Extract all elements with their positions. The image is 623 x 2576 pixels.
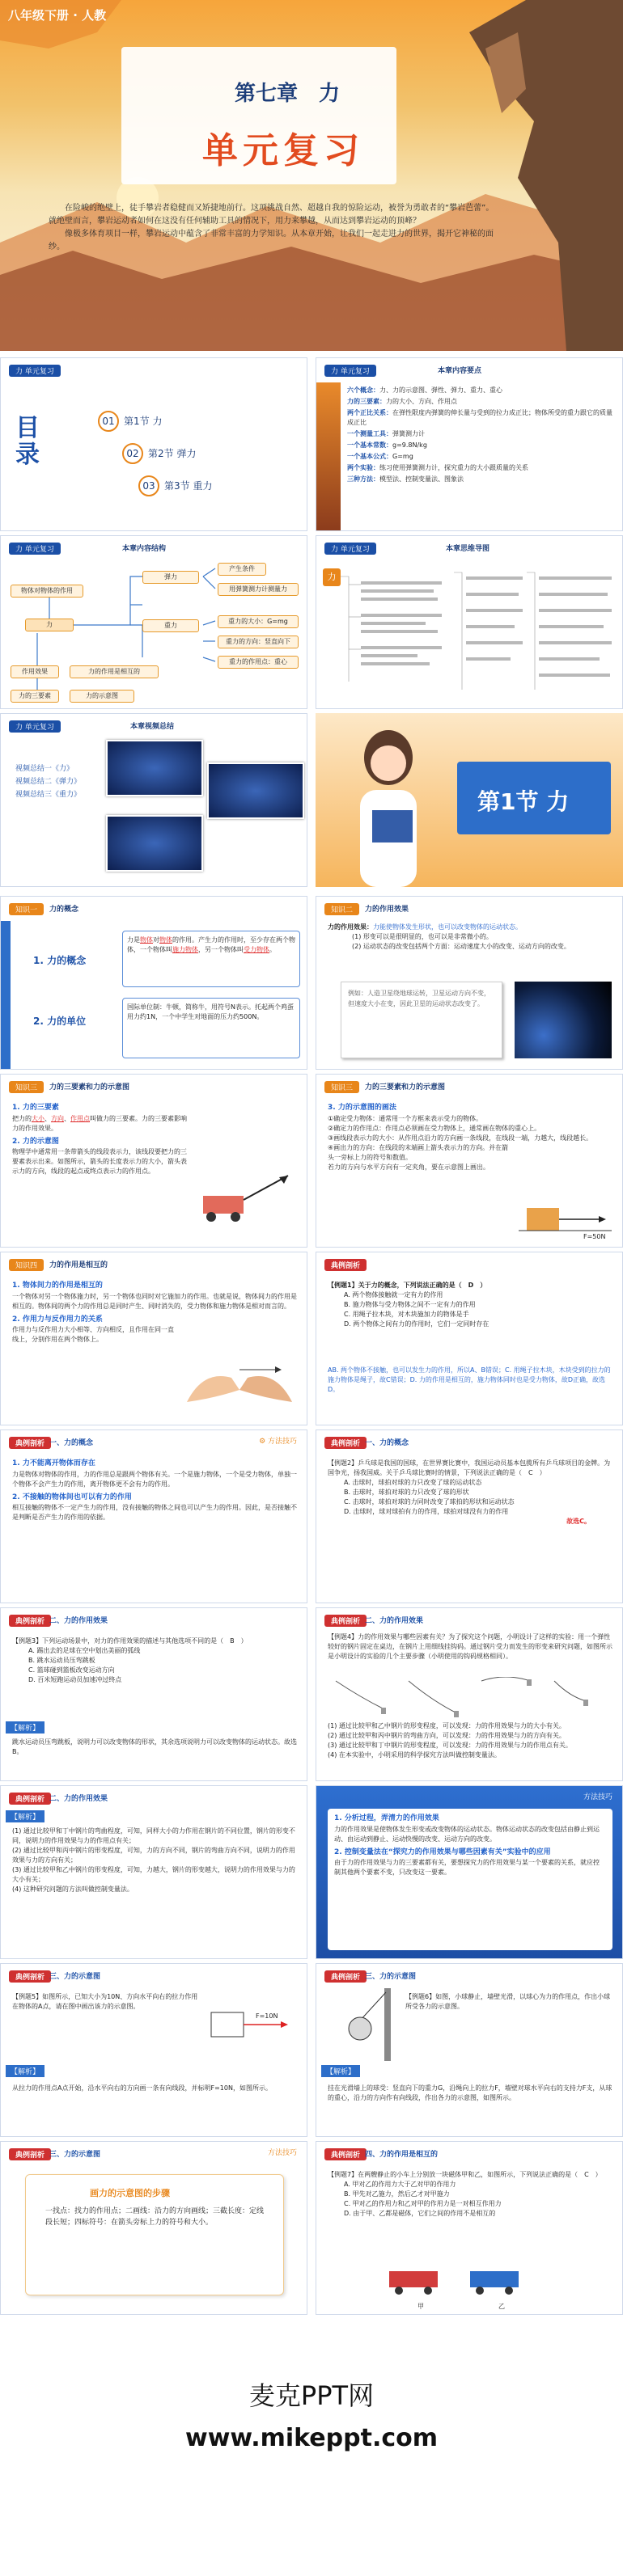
k4-h1: 1. 物体间力的作用是相互的 xyxy=(12,1282,103,1290)
core-line xyxy=(347,408,618,428)
unit-title: 单元复习 xyxy=(202,130,364,171)
cover-intro xyxy=(49,202,502,254)
k2-title: 力的作用效果 xyxy=(365,906,409,914)
section-slide xyxy=(316,713,623,887)
mindmap-slide xyxy=(316,535,623,709)
structure-node: 力的作用是相互的 xyxy=(70,665,159,678)
k4-left xyxy=(0,1252,307,1425)
structure-node: 作用效果 xyxy=(11,665,59,678)
structure-node: 重力 xyxy=(142,619,199,632)
option: A. 甲对乙的作用力大于乙对甲的作用力 xyxy=(344,2181,456,2188)
blank: 大小 xyxy=(32,1114,44,1122)
option: C. 甲对乙的作用力和乙对甲的作用力是一对相互作用力 xyxy=(344,2200,502,2207)
typical-tag: 典例剖析 xyxy=(9,1615,51,1627)
core-value: 练习使用弹簧测力计，探究重力的大小跟质量的关系 xyxy=(379,464,528,471)
cover-slide xyxy=(0,0,623,351)
t1-left xyxy=(0,1429,307,1603)
structure-title: 本章内容结构 xyxy=(122,545,167,553)
t2-right xyxy=(316,1607,623,1781)
footer-url[interactable]: www.mikeppt.com xyxy=(185,2424,438,2452)
k3-right xyxy=(316,1074,623,1248)
k3-r3: ③画线段表示力的大小：从作用点沿力的方向画一条线段，在线段一端，力越大，线段越长。 xyxy=(328,1134,593,1142)
toc-label: 第1节 力 xyxy=(124,416,163,427)
magnet-carts xyxy=(381,2263,543,2299)
text: 把力的 xyxy=(12,1114,32,1122)
t1-body xyxy=(12,1459,299,1522)
review-tag-text: 力 单元复习 xyxy=(331,368,370,376)
typical-tag: 典例剖析 xyxy=(324,1437,367,1449)
text: ，另一个物体叫 xyxy=(198,946,244,953)
k4-tag: 知识四 xyxy=(9,1259,44,1271)
k3-tag: 知识三 xyxy=(324,1081,359,1093)
typical-tag: 典例剖析 xyxy=(324,1615,367,1627)
cart-label-a: 甲 xyxy=(417,2303,424,2310)
tip-badge: ⚙ 方法技巧 xyxy=(259,1438,297,1446)
core-key: 两个正比关系： xyxy=(347,409,392,416)
note-paper: 例如：人造卫星绕地球运转，卫星运动方向不变，但速度大小在变，因此卫星的运动状态改变了。 xyxy=(341,982,502,1058)
blank: 作用点 xyxy=(70,1114,90,1122)
t5-title2: 四、力的作用是相互的 xyxy=(365,2151,439,2159)
a1: (1) 通过比较甲和丁中钢片的弯曲程度，可知，同样大小的力作用在钢片的不同位置，钢片的形变不同，说明力的作用效果与力的作用点有关； xyxy=(12,1827,295,1844)
structure-node: 力的三要素 xyxy=(11,690,59,703)
typical-tag: 典例剖析 xyxy=(9,1793,51,1805)
k3-r4: ④画出力的方向：在线段的末端画上箭头表示力的方向。并在箭头一旁标上力的符号和数值。 xyxy=(328,1143,509,1161)
toc-num: 02 xyxy=(122,443,143,464)
hands-figure xyxy=(183,1353,296,1418)
structure-node: 产生条件 xyxy=(218,563,266,576)
structure-node: 用弹簧测力计测量力 xyxy=(218,583,299,596)
q3: (3) 通过比较甲和丁中钢片的形变程度，可以发现：力的作用效果与力的作用点有关。 xyxy=(328,1742,572,1749)
q4: (4) 在本实验中，小明采用的科学探究方法叫做控制变量法。 xyxy=(328,1751,501,1759)
footer xyxy=(0,2319,623,2576)
option: C. 篮球碰到篮板改变运动方向 xyxy=(28,1666,115,1674)
k1-label2: 2. 力的单位 xyxy=(33,1016,87,1027)
structure-node: 物体对物体的作用 xyxy=(11,585,83,598)
ex3-stem: 【例题3】下列运动场景中，对力的作用效果的描述与其他选项不同的是（ B ） xyxy=(12,1637,248,1645)
eff-text: 力能使物体发生形状，也可以改变物体的运动状态。 xyxy=(373,923,522,931)
review-tag xyxy=(324,365,376,377)
core-line xyxy=(347,429,618,439)
k4-t2: 作用力与反作用力大小相等、方向相反，且作用在同一直线上，分别作用在两个物体上。 xyxy=(12,1326,174,1343)
k2-tag: 知识二 xyxy=(324,903,359,915)
core-key: 两个实验： xyxy=(347,464,379,471)
structure-node: 重力的方向：竖直向下 xyxy=(218,636,299,648)
k4-h2: 2. 作用力与反作用力的关系 xyxy=(12,1315,103,1324)
option: A. 踢出去的足球在空中划出美丽的弧线 xyxy=(28,1647,141,1654)
structure-node: 力 xyxy=(25,619,74,631)
k3-title: 力的三要素和力的示意图 xyxy=(365,1083,446,1092)
video-thumb-2[interactable] xyxy=(207,762,304,819)
a3: (3) 通过比较甲和乙中钢片的形变程度，可知，力越大，钢片的形变越大，说明力的作用效果与力的大小有关； xyxy=(12,1866,295,1883)
analysis-badge: 【解析】 xyxy=(6,1721,44,1734)
t3-left xyxy=(0,1785,307,1959)
ex3-options xyxy=(12,1646,299,1685)
mindmap-title: 本章思维导图 xyxy=(446,545,490,553)
ex1-answer: AB. 两个物体不接触，也可以发生力的作用，所以A、B错误；C. 用绳子拉木块，木块受到的拉力的施力物体是绳子，故C错误；D. 力的作用是相互的，施力物体同时也是受力物体，故D正确，故选D。 xyxy=(328,1366,611,1393)
blank: 受力物体 xyxy=(244,946,269,953)
k1-label1: 1. 力的概念 xyxy=(33,955,87,966)
k3-r1: ①确定受力物体：通常用一个方框来表示受力的物体。 xyxy=(328,1114,483,1122)
cover-para2: 像极多体育项目一样，攀岩运动中蕴含了非常丰富的力学知识。从本章开始，让我们一起走进力的世界，揭开它神秘的面纱。 xyxy=(49,230,494,251)
ex5-value: F=10N xyxy=(256,2012,278,2020)
option: D. 由于甲、乙都是磁体，它们之间的作用不是相互的 xyxy=(344,2210,496,2217)
satellite-image xyxy=(515,982,612,1058)
toc-item-3[interactable] xyxy=(138,475,212,496)
steps-body: 一找点：找力的作用点；二画线：沿力的方向画线；三截长度：定线段长短；四标符号：在箭头旁标上力的符号和大小。 xyxy=(45,2207,265,2227)
ex1 xyxy=(328,1281,615,1329)
ex4-analysis xyxy=(12,1826,299,1894)
ex3-answer: 跳水运动员压弯跳板，说明力可以改变物体的形状，其余选项说明力可以改变物体的运动状态。故选B。 xyxy=(12,1738,297,1755)
option: B. 击球时，球拍对球的力只改变了球的形状 xyxy=(344,1489,469,1496)
mindmap-lines xyxy=(316,536,623,709)
core-key: 一个基本公式： xyxy=(347,453,392,460)
core-line xyxy=(347,386,618,395)
toc-label: 第2节 弹力 xyxy=(148,448,197,459)
text: 的作用。产生力的作用时，至少存在两个物体，一个物体叫 xyxy=(127,936,295,953)
t4-title: 三、力的示意图 xyxy=(49,1973,101,1981)
video-link[interactable]: 视频总结一《力》 xyxy=(15,765,74,773)
ex2 xyxy=(328,1459,615,1527)
core-key: 六个概念： xyxy=(347,386,379,394)
effect-title xyxy=(328,923,615,932)
k3-right-body xyxy=(328,1103,615,1172)
steps-title: 画力的示意图的步骤 xyxy=(90,2188,170,2198)
toc-num: 03 xyxy=(138,475,159,496)
teacher-illustration xyxy=(332,713,453,887)
ex3 xyxy=(12,1636,299,1685)
core-value: 弹簧测力计 xyxy=(392,430,425,437)
structure-node: 力的示意图 xyxy=(70,690,134,703)
cover-para1: 在险峻的绝壁上，徒手攀岩者稳健而又矫捷地前行。这项挑战自然、超越自我的惊险运动，被誉为勇敢者的“攀岩芭蕾”。就绝壁而言，攀岩运动者如何在这没有任何辅助工具的情况下，用力来攀越，从而达到攀岩运动的顶峰？ xyxy=(49,204,494,226)
q1: (1) 通过比较甲和乙中钢片的形变程度，可以发现：力的作用效果与力的大小有关。 xyxy=(328,1722,566,1729)
t4-title: 三、力的示意图 xyxy=(365,1973,417,1981)
chapter-title: 第七章 力 xyxy=(235,82,341,106)
core-slide xyxy=(316,357,623,531)
video-slide xyxy=(0,713,307,887)
k1-slide xyxy=(0,896,307,1070)
review-tag xyxy=(9,720,61,733)
ex7-options xyxy=(328,2180,615,2219)
toc-label: 第3节 重力 xyxy=(164,480,213,492)
core-line xyxy=(347,397,618,407)
cart-figure xyxy=(195,1163,300,1228)
k4-title: 力的作用是相互的 xyxy=(49,1261,108,1269)
t4-right xyxy=(316,1963,623,2137)
ex1-stem: 【例题1】关于力的概念，下列说法正确的是（ D ） xyxy=(328,1282,487,1289)
k4-body xyxy=(12,1281,299,1345)
k4-t1: 一个物体对另一个物体施力时，另一个物体也同时对它施加力的作用。也就是说，物体间力的作用是相互的。物体间的两个力的作用总是同时产生、同时消失的，受力物体和施力物体是相对而言的。 xyxy=(12,1292,297,1310)
ex1-options xyxy=(328,1290,615,1329)
k3-left xyxy=(0,1074,307,1248)
review-tag-text: 力 单元复习 xyxy=(15,546,54,554)
k3-t2: 物理学中通常用一条带箭头的线段表示力，该线段要把力的三要素表示出来。如图所示，箭头的长度表示力的大小，箭头表示力的方向，线段的起点或终点表示力的作用点。 xyxy=(12,1148,187,1175)
option: C. 击球时，球拍对球的力同时改变了球拍的形状和运动状态 xyxy=(344,1498,515,1505)
analysis-badge: 【解析】 xyxy=(6,1810,44,1822)
blank: 物体 xyxy=(140,936,153,944)
text: 对 xyxy=(153,936,159,944)
ex4-stem: 【例题4】力的作用效果与哪些因素有关？为了探究这个问题，小明设计了这样的实验：用一个弹性较好的钢片固定在桌边，在钢片上用细线挂钩码。通过钢片受力而发生的形变来研究问题，如图所示是小明设计的实验的几个主要步骤（小明使用的钩码规格相同）。 xyxy=(328,1633,612,1660)
core-key: 一个基本常数： xyxy=(347,441,392,449)
tip-body xyxy=(334,1814,605,1877)
text: 力是 xyxy=(127,936,140,944)
blank: 物体 xyxy=(159,936,172,944)
eff1: (1) 形变可以是很明显的，也可以是非常微小的。 xyxy=(352,933,493,940)
option: B. 施力物体与受力物体之间不一定有力的作用 xyxy=(344,1301,476,1308)
core-title: 本章内容要点 xyxy=(438,367,482,375)
k3-r2: ②确定力的作用点：作用点必须画在受力物体上，通常画在物体的重心上。 xyxy=(328,1124,541,1132)
t3-title: 二、力的作用效果 xyxy=(49,1795,108,1803)
tip-badge: 方法技巧 xyxy=(583,1793,612,1801)
steel-strip-figure xyxy=(328,1677,611,1717)
core-value: 模型法、控制变量法、图象法 xyxy=(379,475,464,483)
ex4-questions xyxy=(328,1721,615,1760)
ex7-stem: 【例题7】在两艘静止的小车上分别放一块磁体甲和乙，如图所示，下列说法正确的是（ C ） xyxy=(328,2171,602,2178)
core-key: 力的三要素： xyxy=(347,398,386,405)
t5-left xyxy=(0,2141,307,2315)
core-key: 三种方法： xyxy=(347,475,379,483)
video-title: 本章视频总结 xyxy=(130,723,175,731)
option: A. 击球时，球拍对球的力只改变了球的运动状态 xyxy=(344,1479,482,1486)
core-line xyxy=(347,475,618,484)
k2-slide xyxy=(316,896,623,1070)
t2-left xyxy=(0,1607,307,1781)
tip-h2: 2. 控制变量法在“探究力的作用效果与哪些因素有关”实验中的应用 xyxy=(334,1848,551,1856)
k3-tag: 知识三 xyxy=(9,1081,44,1093)
review-tag-text: 力 单元复习 xyxy=(15,368,54,376)
eff2: (2) 运动状态的改变包括两个方面：运动速度大小的改变、运动方向的改变。 xyxy=(352,943,570,950)
core-value: 力、力的示意图、弹性、弹力、重力、重心 xyxy=(379,386,502,394)
k3-h1: 1. 力的三要素 xyxy=(12,1104,59,1112)
a2: (2) 通过比较甲和丙中钢片的形变程度，可知，力的方向不同，钢片的弯曲方向不同，说明力的作用效果与力的方向有关； xyxy=(12,1847,295,1864)
option: C. 用绳子拉木块，对木块施加力的物体是手 xyxy=(344,1311,469,1318)
t1-title: 一、力的概念 xyxy=(365,1439,409,1447)
core-value: 力的大小、方向、作用点 xyxy=(386,398,457,405)
ex6-stem: 【例题6】如图，小球静止，墙壁光滑，以球心为力的作用点，作出小球所受各力的示意图。 xyxy=(405,1993,611,2010)
review-tag-text: 力 单元复习 xyxy=(15,724,54,732)
ex2-stem: 【例题2】乒乓球是我国的国球，在世界赛比赛中，我国运动员基本包揽所有乒乓球项目的金牌。为国争光，扬我国威。关于乒乓球比赛时的情景，下列说法正确的是（ C ） xyxy=(328,1459,611,1476)
tip-t2: 由于力的作用效果与力的三要素都有关，要想探究力的作用效果与某一个要素的关系，就应控制其他两个要素不变，只改变这一要素。 xyxy=(334,1859,600,1876)
review-tag xyxy=(9,365,61,377)
tip-t1: 力的作用效果是使物体发生形变或改变物体的运动状态。物体运动状态的改变包括由静止到运动、由运动到静止、运动快慢的改变、运动方向的改变。 xyxy=(334,1825,600,1843)
text: 。 xyxy=(269,946,276,953)
t5-title: 三、力的示意图 xyxy=(49,2151,101,2159)
typical-tag: 典例剖析 xyxy=(324,2148,367,2160)
k1-unit-box: 国际单位制：牛顿，简称牛，用符号N表示。托起两个鸡蛋用力约1N，一个中学生对地面的压力约500N。 xyxy=(122,998,300,1058)
k3-title: 力的三要素和力的示意图 xyxy=(49,1083,130,1092)
toc-slide xyxy=(0,357,307,531)
mindmap-center: 力 xyxy=(323,568,341,586)
review-tag-text: 力 单元复习 xyxy=(331,546,370,554)
core-key: 一个测量工具： xyxy=(347,430,392,437)
k2-body xyxy=(328,923,615,952)
ex5-figure xyxy=(207,1996,296,2045)
option: D. 击球时，球对球拍有力的作用，球拍对球没有力的作用 xyxy=(344,1508,509,1515)
t2-title: 二、力的作用效果 xyxy=(49,1617,108,1625)
q2: (2) 通过比较甲和丙中钢片的弯曲方向，可以发现：力的作用效果与力的方向有关。 xyxy=(328,1732,566,1739)
video-link[interactable]: 视频总结二《弹力》 xyxy=(15,778,82,787)
force-value: F=50N xyxy=(583,1233,606,1240)
k3-body xyxy=(12,1103,190,1176)
blank: 方向 xyxy=(51,1114,64,1122)
option: A. 两个物体接触就一定有力的作用 xyxy=(344,1291,443,1299)
t5-right xyxy=(316,2141,623,2315)
tip-badge: 方法技巧 xyxy=(267,2149,297,2157)
ex6-answer: 挂在光滑墙上的球受：竖直向下的重力G，沿绳向上的拉力F，墙壁对球水平向右的支持力F支，从球的重心，沿力的方向作有向线段，作出各力的示意图，如图所示。 xyxy=(328,2084,612,2101)
toc-title: 目录 xyxy=(15,414,40,469)
t1-m2t: 相互接触的物体不一定产生力的作用，没有接触的物体之间也可以产生力的作用。因此，是否接触不是判断是否产生力的作用的依据。 xyxy=(12,1504,297,1521)
t3-right xyxy=(316,1785,623,1959)
k1-sidebar xyxy=(1,921,11,1070)
structure-node: 弹力 xyxy=(142,571,199,584)
toc-num: 01 xyxy=(98,411,119,432)
core-value: g=9.8N/kg xyxy=(392,441,427,449)
a4: (4) 这种研究问题的方法叫做控制变量法。 xyxy=(12,1886,134,1893)
toc-item-1[interactable] xyxy=(98,411,162,432)
option: D. 两个物体之间有力的作用时，它们一定同时存在 xyxy=(344,1320,490,1328)
structure-node: 重力的大小：G=mg xyxy=(218,615,299,628)
typical-tag: 典例剖析 xyxy=(9,2148,51,2160)
core-line xyxy=(347,463,618,473)
ex2-options xyxy=(328,1478,615,1517)
k3-r5: 若力的方向与水平方向有一定夹角，要在示意图上画出。 xyxy=(328,1163,490,1171)
k3-h2: 2. 力的示意图 xyxy=(12,1137,59,1146)
core-line xyxy=(347,452,618,462)
video-links xyxy=(15,762,81,802)
k3-rh: 3. 力的示意图的画法 xyxy=(328,1104,396,1112)
t1-m1t: 力是物体对物体的作用，力的作用总是跟两个物体有关。一个是施力物体，一个是受力物体，单独一个物体不会产生力的作用，离开物体更不会有力的作用。 xyxy=(12,1470,297,1488)
option: B. 跳水运动员压弯跳板 xyxy=(28,1657,95,1664)
t1-m2: 2. 不接触的物体间也可以有力的作用 xyxy=(12,1493,132,1501)
k1-def-box xyxy=(122,931,300,987)
structure-node: 重力的作用点：重心 xyxy=(218,656,299,669)
video-thumb-1[interactable] xyxy=(106,740,203,796)
cart-label-b: 乙 xyxy=(498,2303,505,2310)
ex2-answer: 故选C。 xyxy=(566,1518,591,1525)
section-title: 第1节 力 xyxy=(477,788,570,815)
k3-t1: 把力的大小、方向、作用点叫做力的三要素。力的三要素影响力的作用效果。 xyxy=(12,1114,187,1132)
video-link[interactable]: 视频总结三《重力》 xyxy=(15,791,82,800)
typical-tag: 典例剖析 xyxy=(9,1970,51,1983)
core-value: G=mg xyxy=(392,453,413,460)
analysis-badge: 【解析】 xyxy=(321,2065,360,2077)
core-value: 在弹性限度内弹簧的伸长量与受到的拉力成正比；物体所受的重力跟它的质量成正比 xyxy=(347,409,612,426)
option: D. 百米短跑运动员加速冲过终点 xyxy=(28,1676,122,1683)
text: 叫做力的三要素。力的三要素影响力的作用效果。 xyxy=(12,1114,187,1132)
core-photo xyxy=(316,382,341,531)
t1-right xyxy=(316,1429,623,1603)
blank: 施力物体 xyxy=(172,946,198,953)
video-thumb-3[interactable] xyxy=(106,815,203,872)
t1-m1: 1. 力不能离开物体而存在 xyxy=(12,1459,95,1467)
eff-title: 力的作用效果： xyxy=(328,923,373,931)
ex5-answer: 从拉力的作用点A点开始，沿水平向右的方向画一条有向线段，并标明F=10N，如图所示。 xyxy=(12,2084,272,2092)
typical-tag: 典例剖析 xyxy=(324,1970,367,1983)
t1-title: 一、力的概念 xyxy=(49,1439,94,1447)
core-line xyxy=(347,441,618,450)
option: B. 甲先对乙施力，然后乙才对甲施力 xyxy=(344,2190,450,2198)
ex6-figure xyxy=(328,1988,400,2061)
typical-tag: 典例剖析 xyxy=(9,1437,51,1449)
typical-tag: 典例剖析 xyxy=(324,1259,367,1271)
t2-title: 二、力的作用效果 xyxy=(365,1617,424,1625)
k1-title: 力的概念 xyxy=(49,906,79,914)
k4-right xyxy=(316,1252,623,1425)
tip-h1: 1. 分析过程，弄清力的作用效果 xyxy=(334,1814,439,1822)
core-list xyxy=(347,386,618,486)
footer-brand: 麦克PPT网 xyxy=(248,2380,375,2411)
analysis-badge: 【解析】 xyxy=(6,2065,44,2077)
structure-slide xyxy=(0,535,307,709)
k1-tag: 知识一 xyxy=(9,903,44,915)
toc-item-2[interactable] xyxy=(122,443,196,464)
t4-left xyxy=(0,1963,307,2137)
ex7 xyxy=(328,2170,615,2219)
ex5-stem: 【例题5】如图所示，已知大小为10N、方向水平向右的拉力作用在物体的A点，请在图中画出该力的示意图。 xyxy=(12,1993,198,2010)
grade-label: 八年级下册 · 人教 xyxy=(8,8,107,23)
